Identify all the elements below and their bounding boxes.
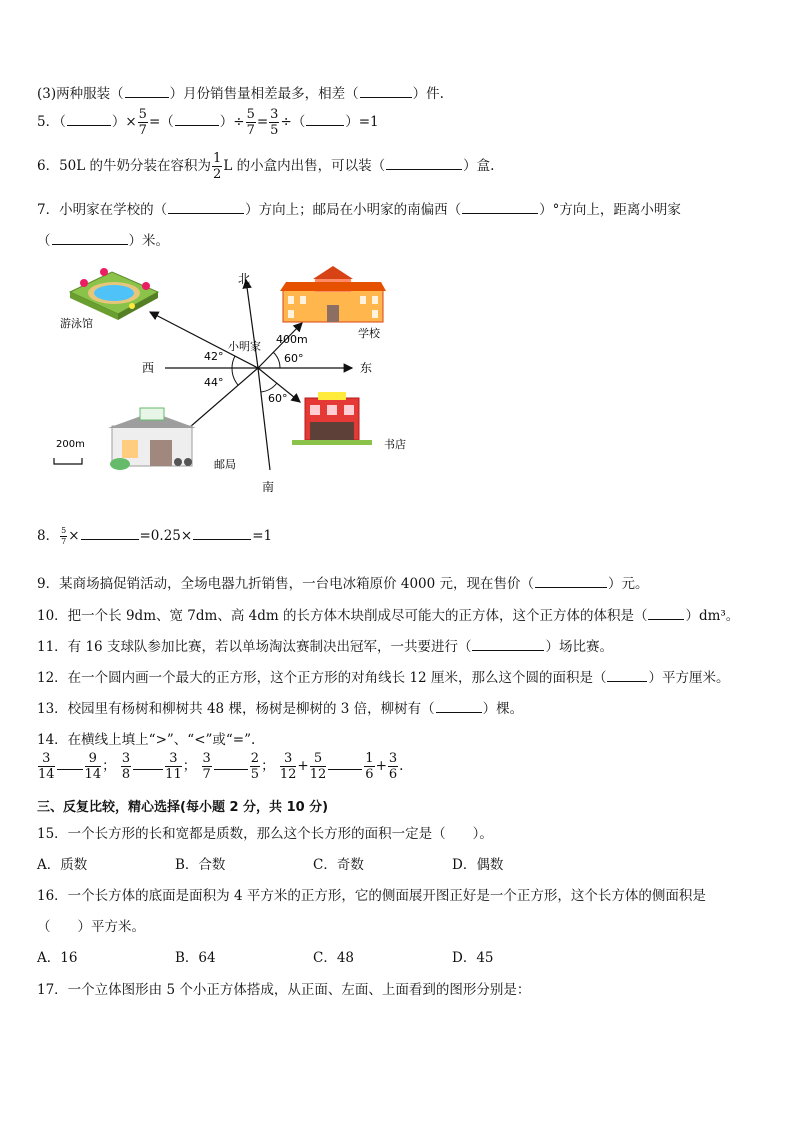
answer-blank[interactable] xyxy=(81,538,139,540)
answer-blank[interactable] xyxy=(175,124,219,126)
separator: ； xyxy=(102,758,116,774)
q8-text: =1 xyxy=(252,528,273,544)
answer-blank[interactable] xyxy=(193,538,251,540)
answer-blank[interactable] xyxy=(168,212,244,214)
direction-map xyxy=(40,262,420,502)
answer-blank[interactable] xyxy=(360,96,412,98)
north-arrow xyxy=(246,280,258,368)
fraction: $\frac{5}{7}$ xyxy=(138,107,147,138)
plus-sign: + xyxy=(297,758,309,774)
angle-school: 60° xyxy=(284,352,304,365)
q8-text: =0.25× xyxy=(139,528,193,544)
q8-number: 8． xyxy=(37,528,60,544)
q10-text-b: ）dm³。 xyxy=(685,608,740,624)
q4-3-text-a: (3)两种服装（ xyxy=(37,86,124,102)
compare-blank[interactable] xyxy=(214,768,248,770)
answer-blank[interactable] xyxy=(472,649,544,651)
compare-blank[interactable] xyxy=(57,768,83,770)
answer-blank[interactable] xyxy=(52,243,128,245)
answer-blank[interactable] xyxy=(436,711,482,713)
q11-text-a: 11．有 16 支球队参加比赛，若以单场淘汰赛制决出冠军，一共要进行（ xyxy=(37,639,472,655)
north-label: 北 xyxy=(238,272,251,286)
post-office-label: 邮局 xyxy=(214,458,236,471)
fraction: $\frac{3}{6}$ xyxy=(388,751,398,782)
q7-text-c: ）°方向上，距离小明家 xyxy=(539,202,681,218)
q5-number: 5．（ xyxy=(37,114,66,130)
question-14-title xyxy=(37,728,255,748)
fraction: $\frac{5}{12}$ xyxy=(309,751,327,782)
school-icon xyxy=(280,266,386,322)
separator: ； xyxy=(261,758,275,774)
center-label: 小明家 xyxy=(228,340,261,353)
west-label: 西 xyxy=(142,361,155,375)
option-d[interactable]: D．偶数 xyxy=(452,857,504,873)
south-line xyxy=(258,368,270,470)
q6-text-b: L 的小盒内出售，可以装（ xyxy=(223,158,386,174)
option-b[interactable]: B．合数 xyxy=(175,857,226,873)
bookstore-label: 书店 xyxy=(384,438,406,451)
fraction: $\frac{1}{2}$ xyxy=(213,151,222,182)
scale-bar xyxy=(54,458,82,464)
q6-text-c: ）盒. xyxy=(463,158,495,174)
section-heading: 三、反复比较，精心选择(每小题 2 分，共 10 分) xyxy=(37,800,329,815)
answer-blank[interactable] xyxy=(462,212,538,214)
q11-text-b: ）场比赛。 xyxy=(545,639,613,655)
q8-text: × xyxy=(68,528,80,544)
fraction: $\frac{3}{14}$ xyxy=(38,751,55,782)
question-8 xyxy=(37,524,272,546)
angle-pool: 42° xyxy=(204,350,224,363)
angle-post: 44° xyxy=(204,376,224,389)
answer-blank[interactable] xyxy=(125,96,169,98)
period: . xyxy=(399,758,404,774)
q7-text-b: ）方向上；邮局在小明家的南偏西（ xyxy=(245,202,462,218)
q5-text: ）× xyxy=(111,114,137,130)
separator: ； xyxy=(182,758,197,774)
answer-blank[interactable] xyxy=(535,586,607,588)
fraction: $\frac{3}{5}$ xyxy=(270,107,279,138)
question-10 xyxy=(37,604,739,624)
bookstore-icon xyxy=(292,392,372,445)
answer-blank[interactable] xyxy=(386,168,462,170)
q12-text-b: ）平方厘米。 xyxy=(648,670,730,686)
q12-text-a: 12．在一个圆内画一个最大的正方形，这个正方形的对角线长 12 厘米，那么这个圆的面积是（ xyxy=(37,670,607,686)
angle-bookstore: 60° xyxy=(268,392,288,405)
question-5 xyxy=(37,108,379,137)
question-11 xyxy=(37,635,613,655)
fraction: $\frac{5}{7}$ xyxy=(61,526,67,546)
q7-text-a: 7．小明家在学校的（ xyxy=(37,202,168,218)
option-a[interactable]: A．16 xyxy=(37,950,78,966)
question-15: 15．一个长方形的长和宽都是质数，那么这个长方形的面积一定是（ ）。 xyxy=(37,826,493,842)
option-c[interactable]: C．奇数 xyxy=(313,857,364,873)
question-13 xyxy=(37,697,523,717)
q5-text: = xyxy=(256,114,269,130)
q9-text-b: ）元。 xyxy=(608,576,649,592)
q5-text: ）÷ xyxy=(219,114,245,130)
answer-blank[interactable] xyxy=(67,124,111,126)
fraction: $\frac{3}{7}$ xyxy=(202,751,211,782)
fraction: $\frac{2}{5}$ xyxy=(250,751,260,782)
q5-text: ）=1 xyxy=(345,114,379,130)
compare-blank[interactable] xyxy=(133,768,163,770)
question-7 xyxy=(37,198,681,218)
option-a[interactable]: A．质数 xyxy=(37,857,88,873)
south-label: 南 xyxy=(262,480,275,494)
answer-blank[interactable] xyxy=(648,618,684,620)
q9-text-a: 9．某商场搞促销活动，全场电器九折销售，一台电冰箱原价 4000 元，现在售价（ xyxy=(37,576,535,592)
question-16: 16．一个长方体的底面是面积为 4 平方米的正方形，它的侧面展开图正好是一个正方形，这个长方体的侧面积是 xyxy=(37,888,706,904)
fraction: $\frac{1}{6}$ xyxy=(365,751,374,782)
swimming-pool-icon xyxy=(70,268,158,320)
question-9 xyxy=(37,572,649,592)
post-office-icon xyxy=(108,408,196,470)
q13-text-b: ）棵。 xyxy=(482,701,524,717)
fraction: $\frac{9}{14}$ xyxy=(84,751,102,782)
question-7-line-2 xyxy=(37,229,169,249)
q4-3-text-c: ）件. xyxy=(412,86,444,102)
q7-text: （ xyxy=(37,233,51,249)
question-16-line-2: （ ）平方米。 xyxy=(37,919,145,935)
q7-text: ）米。 xyxy=(128,233,169,249)
q13-text-a: 13．校园里有杨树和柳树共 48 棵，杨树是柳树的 3 倍，柳树有（ xyxy=(37,701,435,717)
plus-sign: + xyxy=(375,758,387,774)
q14-title: 14．在横线上填上“>”、“<”或“=”. xyxy=(37,732,256,748)
fraction: $\frac{3}{12}$ xyxy=(279,751,297,782)
answer-blank[interactable] xyxy=(306,124,344,126)
question-14-items xyxy=(37,752,403,781)
fraction: $\frac{5}{7}$ xyxy=(246,107,255,138)
q5-text: =（ xyxy=(148,114,174,130)
question-17: 17．一个立体图形由 5 个小正方体搭成，从正面、左面、上面看到的图形分别是： xyxy=(37,982,531,998)
q10-text-a: 10．把一个长 9dm、宽 7dm、高 4dm 的长方体木块削成尽可能大的正方体，这个正方体的体积是（ xyxy=(37,608,648,624)
scale-label: 200m xyxy=(56,439,85,450)
answer-blank[interactable] xyxy=(607,680,647,682)
fraction: $\frac{3}{8}$ xyxy=(121,751,131,782)
option-b[interactable]: B．64 xyxy=(175,950,216,966)
option-c[interactable]: C．48 xyxy=(313,950,355,966)
compare-blank[interactable] xyxy=(328,768,362,770)
question-12 xyxy=(37,666,729,686)
school-label: 学校 xyxy=(358,327,380,340)
fraction: $\frac{3}{11}$ xyxy=(165,751,182,782)
option-d[interactable]: D．45 xyxy=(452,950,494,966)
q4-3-text-b: ）月份销售量相差最多，相差（ xyxy=(169,86,359,102)
question-4-3 xyxy=(37,82,444,102)
q5-text: ÷（ xyxy=(280,114,306,130)
distance-school: 400m xyxy=(276,333,308,346)
q6-text-a: 6．50L 的牛奶分装在容积为 xyxy=(37,158,212,174)
question-6 xyxy=(37,152,494,181)
pool-label: 游泳馆 xyxy=(60,317,93,330)
east-label: 东 xyxy=(360,361,373,375)
